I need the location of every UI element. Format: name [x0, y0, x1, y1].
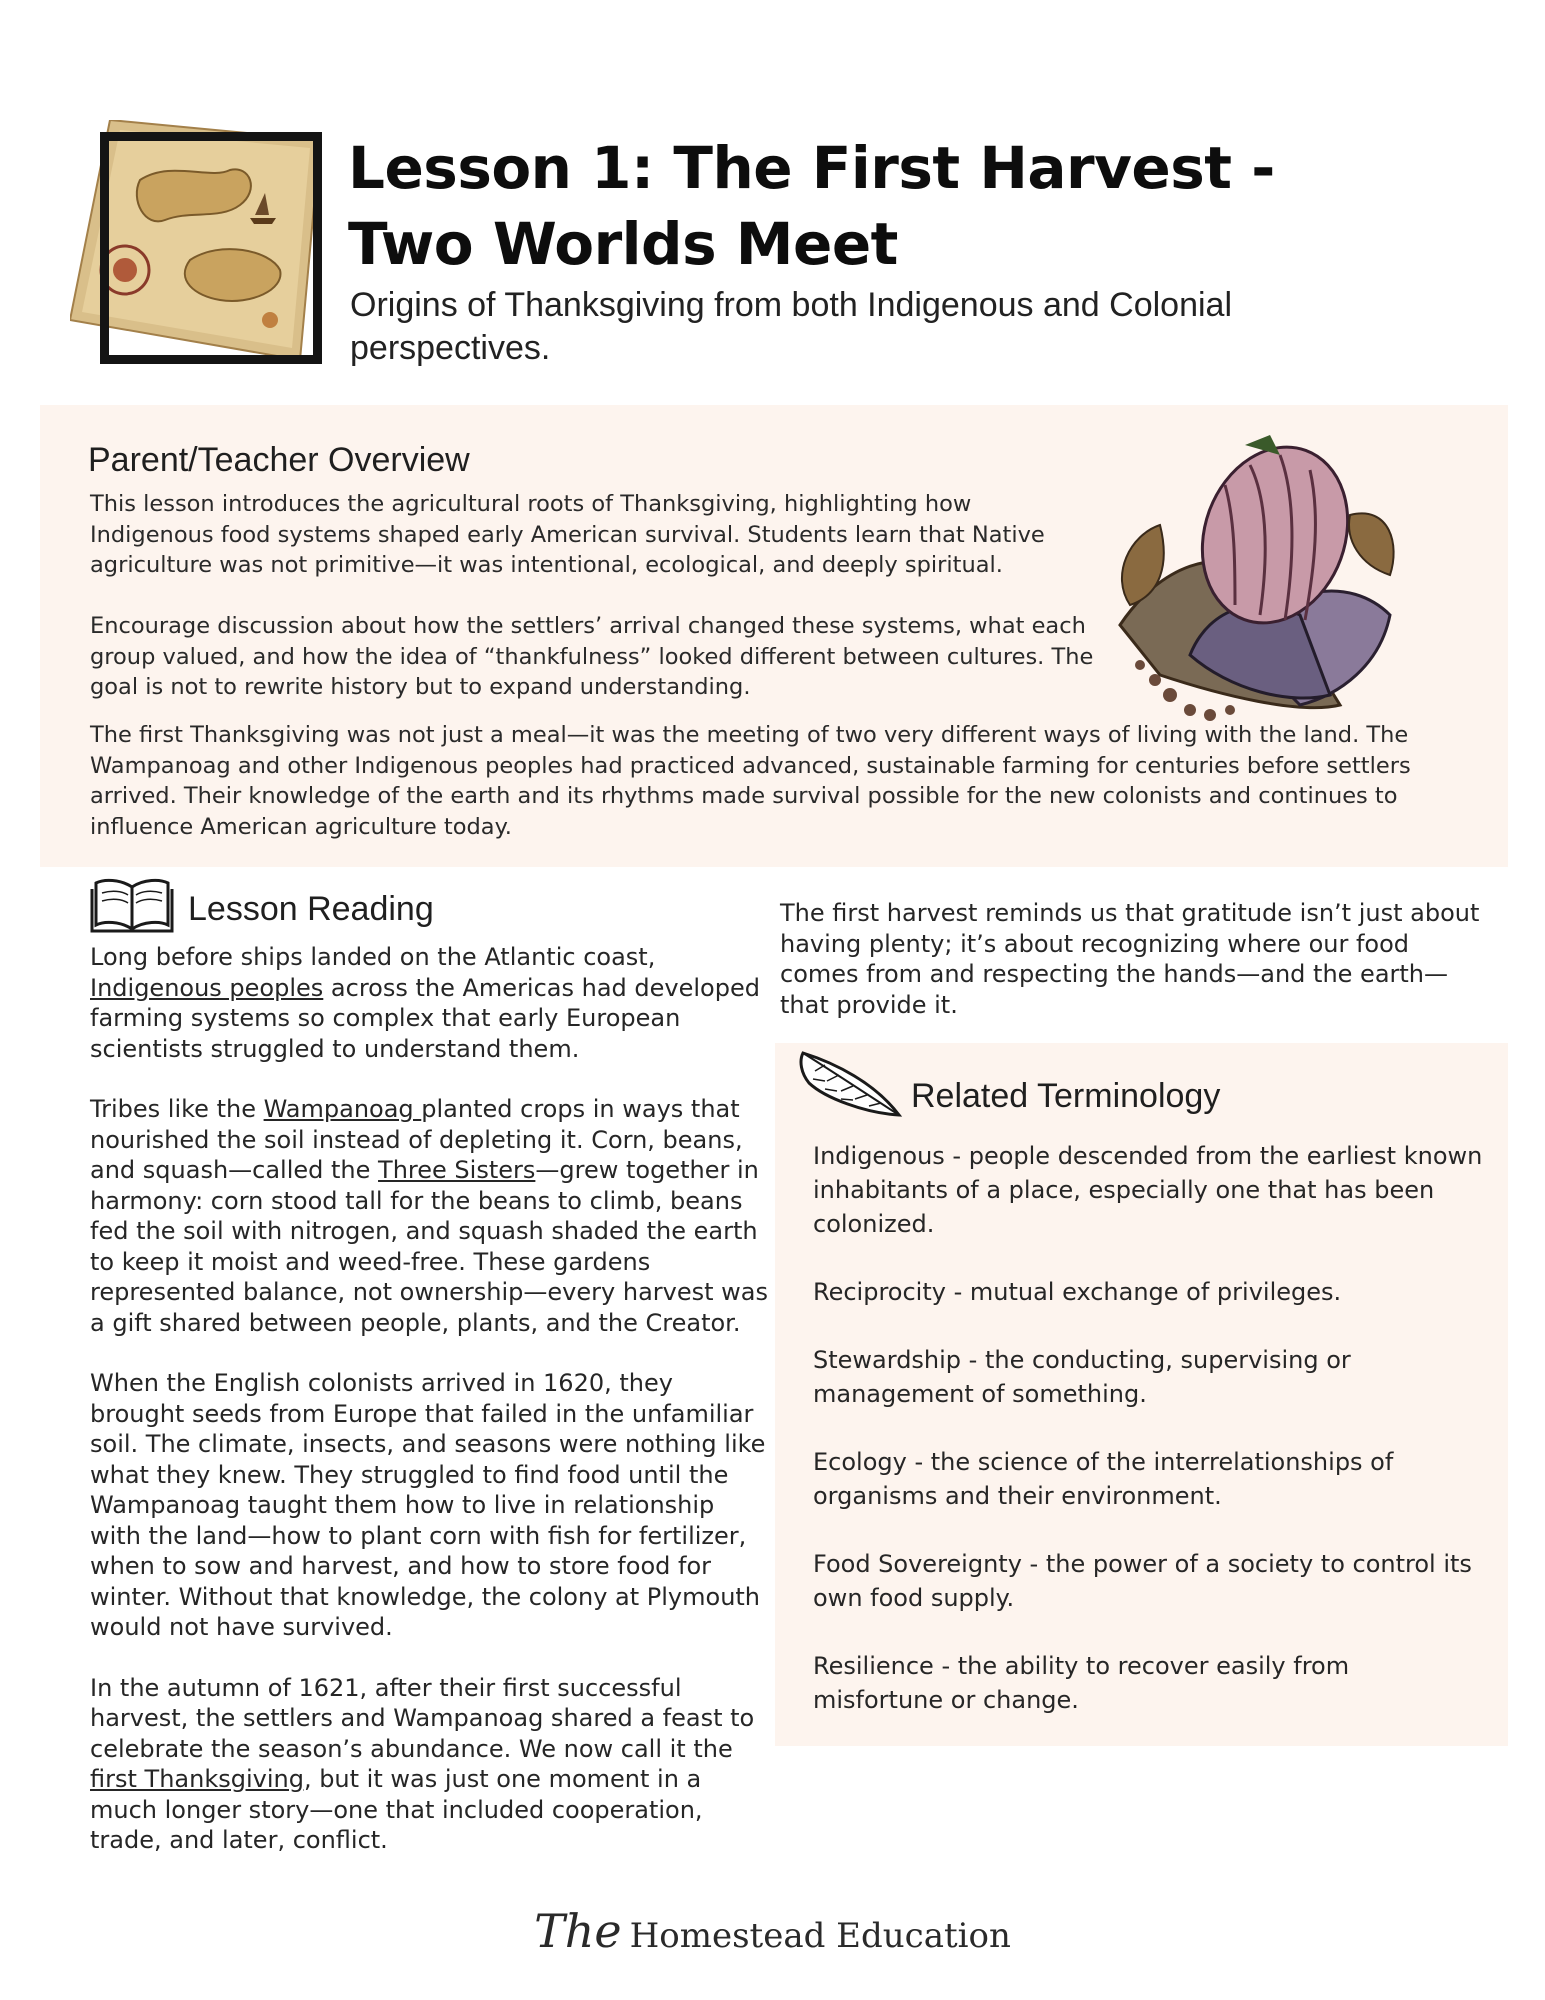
reading-text: , but it was just one moment in a much longer story—one that included cooperation, trade, and later, conflict. [90, 1765, 703, 1854]
reading-text: Long before ships landed on the Atlantic coast, [90, 943, 656, 971]
subtitle-line-2: perspectives. [350, 329, 551, 367]
feather-icon [795, 1043, 905, 1123]
terminology-heading: Related Terminology [911, 1077, 1221, 1115]
reading-text: planted crops in ways that nourished the soil instead of depleting it. Corn, beans, and squash—called the [90, 1095, 743, 1184]
term-link-wampanoag[interactable]: Wampanoag [263, 1095, 422, 1123]
footer-logo-the: The [534, 1904, 622, 1958]
term-item: Food Sovereignty - the power of a society to control its own food supply. [813, 1550, 1472, 1612]
overview-paragraph-2: Encourage discussion about how the settlers’ arrival changed these systems, what each group valued, and how the idea of “thankfulness” looked different between cultures. The goal is not to rewrite history but to expand understanding. [90, 613, 1094, 700]
subtitle-line-1: Origins of Thanksgiving from both Indigenous and Colonial [350, 286, 1233, 324]
term-item: Stewardship - the conducting, supervising or management of something. [813, 1346, 1351, 1408]
term-item: Indigenous - people descended from the earliest known inhabitants of a place, especially one that has been colonized. [813, 1142, 1483, 1238]
overview-section [40, 405, 1508, 867]
terminology-list [813, 1139, 1483, 1751]
overview-paragraph-1: This lesson introduces the agricultural roots of Thanksgiving, highlighting how Indigenous food systems shaped early American survival. Students learn that Native agriculture was not primitive—it was intentional, ecological, and deeply spiritual. [90, 491, 1045, 578]
reading-paragraph-3: When the English colonists arrived in 1620, they brought seeds from Europe that failed in the unfamiliar soil. The climate, insects, and seasons were nothing like what they knew. They struggled to find food until the Wampanoag taught them how to live in relationship with the land—how to plant corn with fish for fertilizer, when to sow and harvest, and how to store food for winter. Without that knowledge, the colony at Plymouth would not have survived. [90, 1369, 766, 1641]
reading-paragraph-1 [90, 942, 770, 1064]
term-item: Reciprocity - mutual exchange of privileges. [813, 1278, 1342, 1306]
reading-paragraph-2 [90, 1094, 770, 1338]
title-line-2: Two Worlds Meet [348, 210, 898, 278]
overview-heading: Parent/Teacher Overview [88, 441, 470, 479]
reading-text: across the Americas had developed farming systems so complex that early European scientists struggled to understand them. [90, 973, 760, 1063]
corn-illustration [1100, 425, 1410, 725]
title-line-1: Lesson 1: The First Harvest - [348, 134, 1275, 202]
term-item: Ecology - the science of the interrelationships of organisms and their environment. [813, 1448, 1394, 1510]
map-frame [100, 132, 322, 364]
footer-brand-name: Homestead Education [629, 1916, 1011, 1956]
term-link-indigenous-peoples[interactable]: Indigenous peoples [90, 973, 324, 1002]
term-link-first-thanksgiving[interactable]: first Thanksgiving [90, 1765, 304, 1793]
page-title [348, 130, 1348, 282]
overview-paragraph-3: The first Thanksgiving was not just a meal—it was the meeting of two very different ways of living with the land. The Wampanoag and other Indigenous peoples had practiced advanced, sustainable farming for centuries before settlers arrived. Their knowledge of the earth and its rhythms made survival possible for the new colonists and continues to influence American agriculture today. [90, 722, 1411, 840]
term-link-three-sisters[interactable]: Three Sisters [378, 1156, 536, 1184]
footer-brand [0, 1904, 1545, 1958]
reading-paragraph-4 [90, 1673, 770, 1856]
reading-text: Tribes like the [90, 1095, 264, 1123]
reading-text: In the autumn of 1621, after their first successful harvest, the settlers and Wampanoag shared a feast to celebrate the season’s abundance. We now call it the [90, 1673, 755, 1763]
reading-text: —grew together in harmony: corn stood tall for the beans to climb, beans fed the soil with nitrogen, and squash shaded the earth to keep it moist and weed-free. These gardens represented balance, not ownership—every harvest was a gift shared between people, plants, and the Creator. [90, 1156, 768, 1337]
lesson-reading-left-column [90, 942, 770, 1886]
reading-paragraph-5: The first harvest reminds us that gratitude isn’t just about having plenty; it’s about recognizing where our food comes from and respecting the hands—and the earth—that provide it. [780, 899, 1480, 1019]
related-terminology-section [775, 1043, 1508, 1746]
term-item: Resilience - the ability to recover easily from misfortune or change. [813, 1652, 1350, 1714]
page-subtitle [350, 284, 1350, 370]
book-icon [90, 877, 174, 933]
header-map-illustration [60, 108, 350, 388]
lesson-reading-heading: Lesson Reading [188, 890, 434, 928]
